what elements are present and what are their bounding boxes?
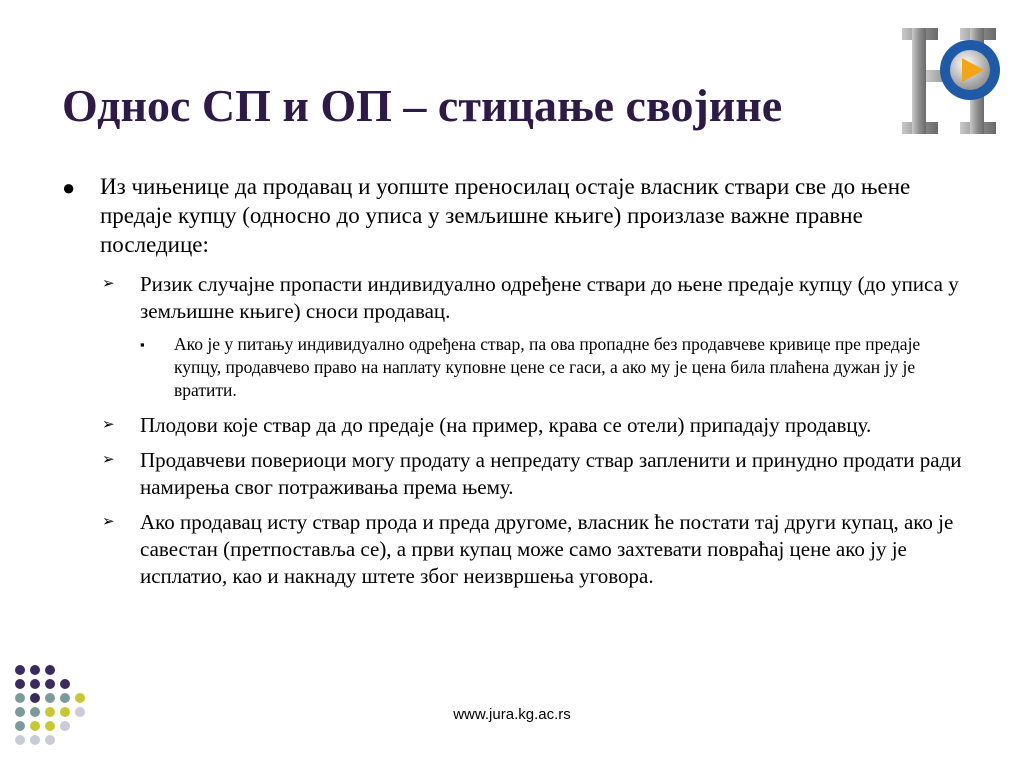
bullet-dot-icon: ● (62, 175, 76, 200)
sub-bullet-risk (62, 271, 972, 325)
arrow-bullet-icon: ➢ (102, 417, 115, 433)
faculty-logo (898, 26, 1006, 138)
slide-title: Однос СП и ОП – стицање својине (62, 80, 783, 131)
decorative-dot (45, 735, 55, 745)
subsub-bullet-price-text: Ако је у питању индивидуално одређена ствар, па ова пропадне без продавчеве кривице пре предаје купцу, продавчево право на наплату куповне цене се гаси, а ако му је цена била плаћена дужан ју је вратити. (174, 334, 921, 400)
decorative-dot (30, 735, 40, 745)
footer-url: www.jura.kg.ac.rs (453, 706, 571, 723)
decorative-dot (15, 693, 25, 703)
subsub-bullet-price (62, 333, 972, 402)
decorative-dot (60, 679, 70, 689)
decorative-dot (45, 693, 55, 703)
decorative-dot (60, 693, 70, 703)
sub-bullet-creditors-text: Продавчеви повериоци могу продату а непредату ствар запленити и принудно продати ради намирења свог потраживања према њему. (140, 448, 962, 499)
sub-bullet-fruits-text: Плодови које ствар да до предаје (на пример, крава се отели) припадају продавцу. (140, 413, 872, 437)
arrow-bullet-icon: ➢ (102, 452, 115, 468)
sub-bullet-double-sale (62, 509, 972, 590)
slide-content (62, 172, 972, 598)
arrow-bullet-icon: ➢ (102, 276, 115, 292)
decorative-dot (15, 679, 25, 689)
decorative-dot (30, 679, 40, 689)
sub-bullet-fruits (62, 412, 972, 439)
decorative-dot (15, 735, 25, 745)
decorative-dot (45, 679, 55, 689)
square-bullet-icon: ▪ (140, 337, 145, 352)
decorative-dot (45, 665, 55, 675)
sub-bullet-double-sale-text: Ако продавац исту ствар прода и преда другоме, власник ће постати тај други купац, ако је савестан (претпоставља се), а први купац може само захтевати повраћај цене ако ју је исплатио, као и накнаду штете због неизвршења уговора. (140, 510, 954, 588)
decorative-dot (15, 665, 25, 675)
sub-bullet-risk-text: Ризик случајне пропасти индивидуално одређене ствари до њене предаје купцу (до уписа у земљишне књиге) сноси продавац. (140, 272, 959, 323)
bullet-main-text: Из чињенице да продавац и уопште преносилац остаје власник ствари све до њене предаје купцу (односно до уписа у земљишне књиге) произлазе важне правне последице: (100, 174, 911, 257)
sub-bullet-creditors (62, 447, 972, 501)
bullet-main (62, 172, 972, 259)
decorative-dot (30, 665, 40, 675)
decorative-dot (30, 693, 40, 703)
arrow-bullet-icon: ➢ (102, 514, 115, 530)
decorative-dot (75, 693, 85, 703)
